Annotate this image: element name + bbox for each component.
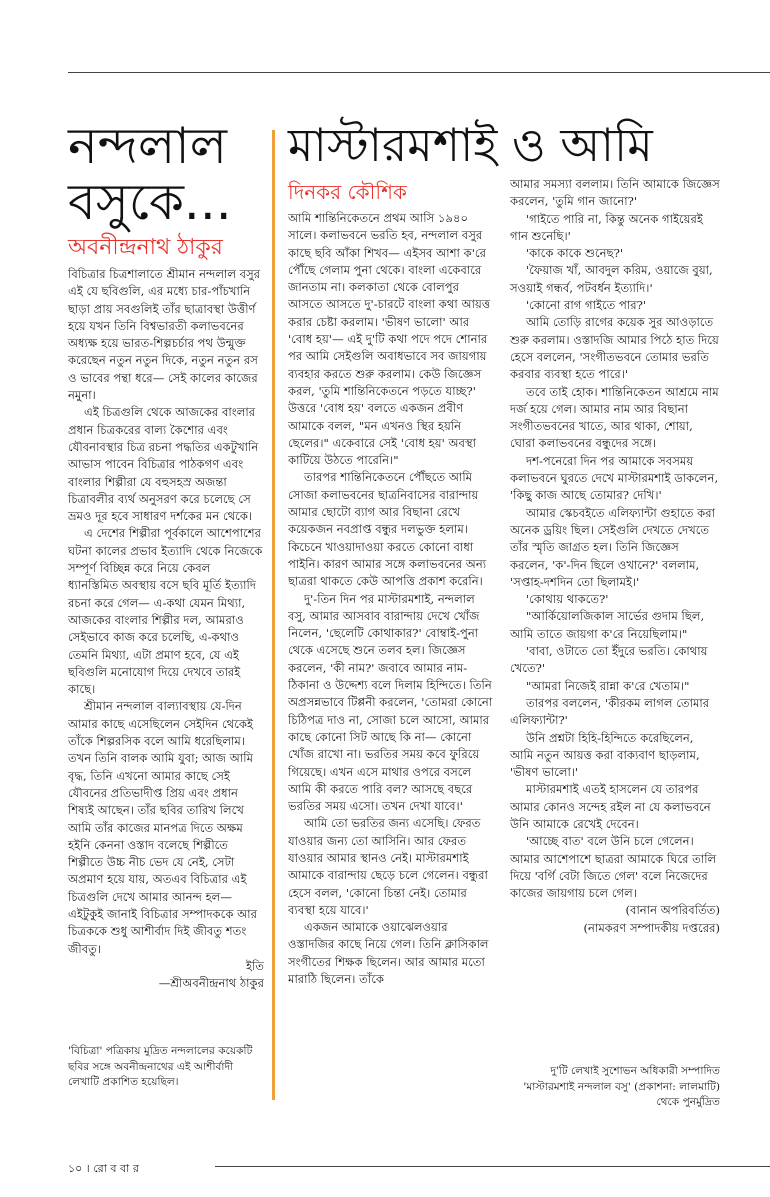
paragraph: তবে তাই হোক। শান্তিনিকেতন আশ্রমে নাম দর্জ হয়ে গেল। আমার নাম আর বিছানা সংগীতভবনের খাতে, আর থাকা, শোয়া, ঘোরা কলাভবনের বন্ধুদের সঙ্গে। — [510, 384, 719, 451]
paragraph: 'কোথায় থাকতে?' — [526, 592, 609, 607]
paragraph: 'আচ্ছে বাত' বলে উনি চলে গেলেন। আমার আশেপাশে ছাত্ররা আমাকে ঘিরে তালি দিয়ে 'বর্গি বেটা জিতে গেল' বলে নিজেদের কাজের জায়গায় চলে গেল। — [510, 834, 717, 901]
source-note-text: দু'টি লেখাই সুশোভন অধিকারী সম্পাদিত 'মাস্টারমশাই নন্দলাল বসু' (প্রকাশনা: লালমাটি) থেকে পুনর্মুদ্রিত — [523, 1065, 720, 1108]
paragraph: দশ-পনেরো দিন পর আমাকে সবসময় কলাভবনে ঘুরতে দেখে মাস্টারমশাই ডাকলেন, 'কিছু কাজ আছে তোমার? দেখি।' — [510, 453, 719, 503]
editor-note: (নামকরণ সম্পাদকীয় দপ্তরের) — [583, 920, 720, 935]
paragraph: 'গাইতে পারি না, কিন্তু অনেক গাইয়েরই গান শুনেছি।' — [510, 211, 703, 243]
paragraph: মাস্টারমশাই এতই হাসলেন যে তারপর আমার কোনও সন্দেহ রইল না যে কলাভবনে উনি আমাকে রেখেই দেবেন। — [510, 782, 711, 831]
paragraph: তারপর বললেন, 'কীরকম লাগল তোমার এলিফ্যান্টা?' — [510, 695, 710, 728]
signoff-iti: ইতি — [245, 958, 264, 973]
right-article-col-2 — [510, 176, 720, 937]
paragraph: 'কোনো রাগ গাইতে পার?' — [526, 298, 647, 313]
column-divider — [272, 130, 275, 1100]
paragraph: আমি শান্তিনিকেতনে প্রথম আসি ১৯৪০ সালে। কলাভবনে ভরতি হব, নন্দলাল বসুর কাছে ছবি আঁকা শিখব— এইসব আশা ক'রে পৌঁছে গেলাম পুনা থেকে। বাংলা একেবারে জানতাম না। কলকাতা থেকে বোলপুর আসতে আসতে দু'-চারটে বাংলা কথা আয়ত্ত করার চেষ্টা করলাম। 'ভীষণ ভালো' আর 'বোধ হয়'— এই দু'টি কথা পদে পদে শোনার পর আমি সেইগুলি অবাধভাবে সব জায়গায় ব্যবহার করতে শুরু করলাম। কেউ জিজ্ঞেস করল, 'তুমি শান্তিনিকেতনে পড়তে যাচ্ছ?' উত্তরে 'বোধ হয়' বলতে একজন প্রবীণ আমাকে বলল, "মন এখনও স্থির হয়নি ছেলের।" একেবারে সেই 'বোধ হয়' অবস্থা কাটিয়ে উঠতে পারেনি।" — [288, 211, 491, 468]
paragraph: আমি তো ভরতির জন্য এসেছি। ফেরত যাওয়ার জন্য তো আসিনি। আর ফেরত যাওয়ার আমার স্থানও নেই। মাস্টারমশাই আমাকে বারান্দায় ছেড়ে চলে গেলেন। বন্ধুরা হেসে বলল, 'কোনো চিন্তা নেই। তোমার ব্যবস্থা হয়ে যাবে।' — [288, 816, 488, 917]
paragraph: 'কাকে কাকে শুনেছ?' — [526, 246, 624, 261]
left-article-body — [68, 266, 264, 992]
right-article-col-1 — [288, 210, 494, 988]
right-article-author: দিনকর কৌশিক — [288, 180, 407, 204]
footer-rule — [215, 1166, 770, 1167]
source-note — [510, 1064, 720, 1111]
left-article-title: নন্দলাল বসুকে... — [68, 117, 232, 231]
paragraph: "আর্কিয়োলজিকাল সার্ভের গুদাম ছিল, আমি তাতে জায়গা ক'রে নিয়েছিলাম।" — [510, 609, 705, 641]
paragraph: তারপর শান্তিনিকেতনে পৌঁছতে আমি সোজা কলাভবনের ছাত্রনিবাসের বারান্দায় আমার ছোটো ব্যাগ আর বিছানা রেখে কয়েকজন নবপ্রাপ্ত বন্ধুর দলভুক্ত হলাম। কিচেনে খাওয়াদাওয়া করতে কোনো বাধা পাইনি। কারণ আমার সঙ্গে কলাভবনের অন্য ছাত্ররা থাকতে কেউ আপত্তি প্রকাশ করেনি। — [288, 470, 487, 589]
paragraph: 'বাবা, ওটাতে তো ইঁদুরে ভরতি। কোথায় খেতে?' — [510, 644, 708, 676]
note-text: 'বিচিত্রা' পত্রিকায় মুদ্রিত নন্দলালের কয়েকটি ছবির সঙ্গে অবনীন্দ্রনাথের এই আশীর্বাদী লেখাটি প্রকাশিত হয়েছিল। — [68, 1045, 253, 1088]
spelling-note: (বানান অপরিবর্তিত) — [625, 903, 720, 918]
paragraph: 'ফৈয়াজ খাঁ, আবদুল করিম, ওয়াজে বুয়া, সওয়াই গন্ধর্ব, পটবর্ধন ইত্যাদি।' — [510, 263, 713, 295]
paragraph: শ্রীমান নন্দলাল বাল্যাবস্থায় যে-দিন আমার কাছে এসেছিলেন সেইদিন থেকেই তাঁকে শিল্পরসিক বলে আমি ধরেছিলাম। তখন তিনি বালক আমি যুবা; আজ আমি বৃদ্ধ, তিনি এখনো আমার কাছে সেই যৌবনের প্রতিভাদীপ্ত প্রিয় এবং প্রধান শিষ্যই আছেন। তাঁর ছবির তারিখ লিখে আমি তাঁর কাজের মানপত্র দিতে অক্ষম হইনি কেননা ওস্তাদ বলেছে শিল্পীতে শিল্পীতে উচ্চ নীচ ভেদ যে নেই, সেটা অপ্রমাণ হয়ে যায়, অতএব বিচিত্রার এই চিত্রগুলি দেখে আমার আনন্দ হল— এইটুকুই জানাই বিচিত্রার সম্পাদককে আর চিত্রককে শুধু আশীর্বাদ দিই জীবতু শতং জীবতু। — [68, 699, 258, 956]
paragraph: এ দেশের শিল্পীরা পূর্বকালে আশেপাশের ঘটনা কালের প্রভাব ইত্যাদি থেকে নিজেকে সম্পূর্ণ বিচ্ছিন্ন করে নিয়ে কেবল ধ্যানস্তিমিত অবস্থায় বসে ছবি মূর্তি ইত্যাদি রচনা করে গেল— এ-কথা যেমন মিথ্যা, আজকের বাংলার শিল্পীর দল, আমরাও সেইভাবে কাজ করে চলেছি, এ-কথাও তেমনি মিথ্যা, এটা প্রমাণ হবে, যে এই ছবিগুলি মনোযোগ দিয়ে দেখবে তারই কাছে। — [68, 526, 263, 697]
top-rule — [68, 72, 770, 73]
paragraph: আমার সমস্যা বললাম। তিনি আমাকে জিজ্ঞেস করলেন, 'তুমি গান জানো?' — [510, 177, 720, 209]
paragraph: এই চিত্রগুলি থেকে আজকের বাংলার প্রধান চিত্রকরের বাল্য কৈশোর এবং যৌবনাবস্থার চিত্র রচনা পদ্ধতির একটুখানি আভাস পাবেন বিচিত্রার পাঠকগণ এবং বাংলার শিল্পীরা যে বহুসহস্র অজন্তা চিত্রাবলীর ব্যর্থ অনুসরণ করে চলেছে সে ভ্রমও দূর হবে সাধারণ দর্শকের মন থেকে। — [68, 405, 259, 524]
paragraph: "আমরা নিজেই রান্না ক'রে খেতাম।" — [526, 678, 690, 693]
paragraph: একজন আমাকে ওয়াঝেলওয়ার ওস্তাদজির কাছে নিয়ে গেল। তিনি ক্লাসিকাল সংগীতের শিক্ষক ছিলেন। আর আমার মতো মারাঠি ছিলেন। তাঁকে — [288, 920, 489, 987]
paragraph: দু'-তিন দিন পর মাস্টারমশাই, নন্দলাল বসু, আমার আসবাব বারান্দায় দেখে খোঁজ নিলেন, 'ছেলেটি কোথাকার?' বোম্বাই-পুনা থেকে এসেছে শুনে তলব হল। জিজ্ঞেস করলেন, 'কী নাম?' জবাবে আমার নাম-ঠিকানা ও উদ্দেশ্য বলে দিলাম হিন্দিতে। তিনি অপ্রসন্নভাবে টিপ্পনী করলেন, 'তোমরা কোনো চিঠিপত্র দাও না, সোজা চলে আসো, আমার কাছে কোনো সিট আছে কি না— কোনো খোঁজ রাখো না। ভরতির সময় কবে ফুরিয়ে গিয়েছে। এখন এসে মাথার ওপরে বসলে আমি কী করতে পারি বল? আসছে বছরে ভরতির সময় এসো। তখন দেখা যাবে।' — [288, 591, 493, 814]
paragraph: বিচিত্রার চিত্রশালাতে শ্রীমান নন্দলাল বসুর এই যে ছবিগুলি, এর মধ্যে চার-পাঁচখানি ছাড়া প্রায় সবগুলিই তাঁর ছাত্রাবস্থা উত্তীর্ণ হয়ে যখন তিনি বিশ্বভারতী কলাভবনের অধ্যক্ষ হয়ে ভারত-শিল্পচর্চার পথ উন্মুক্ত করেছেন নতুন নতুন দিকে, নতুন নতুন রস ও ভাবের পন্থা ধরে— সেই কালের কাজের নমুনা। — [68, 267, 261, 403]
paragraph: আমার স্কেচবইতে এলিফ্যান্টা গুহাতে করা অনেক ড্রয়িং ছিল। সেইগুলি দেখতে দেখতে তাঁর স্মৃতি জাগ্রত হল। তিনি জিজ্ঞেস করলেন, 'ক'-দিন ছিলে ওখানে?' বললাম, 'সপ্তাহ-দশদিন তো ছিলামই।' — [510, 505, 715, 589]
right-article-title: মাস্টারমশাই ও আমি — [288, 118, 653, 172]
left-article-author: অবনীন্দ্রনাথ ঠাকুর — [68, 235, 223, 260]
page-footer: ১০ । রো ব বা র — [68, 1162, 139, 1175]
paragraph: আমি তোড়ি রাগের কয়েক সুর আওড়াতে শুরু করলাম। ওস্তাদজি আমার পিঠে হাত দিয়ে হেসে বললেন, 'সংগীতভবনে তোমার ভরতি করবার ব্যবস্থা হতে পারে।' — [510, 315, 719, 382]
signoff-name: —শ্রীঅবনীন্দ্রনাথ ঠাকুর — [158, 976, 264, 991]
paragraph: উনি প্রশ্নটা হিহি-হিন্দিতে করেছিলেন, আমি নতুন আয়ত্ত করা বাক্যবাণ ছাড়লাম, 'ভীষণ ভালো।' — [510, 730, 700, 780]
left-article-note — [68, 1044, 264, 1091]
